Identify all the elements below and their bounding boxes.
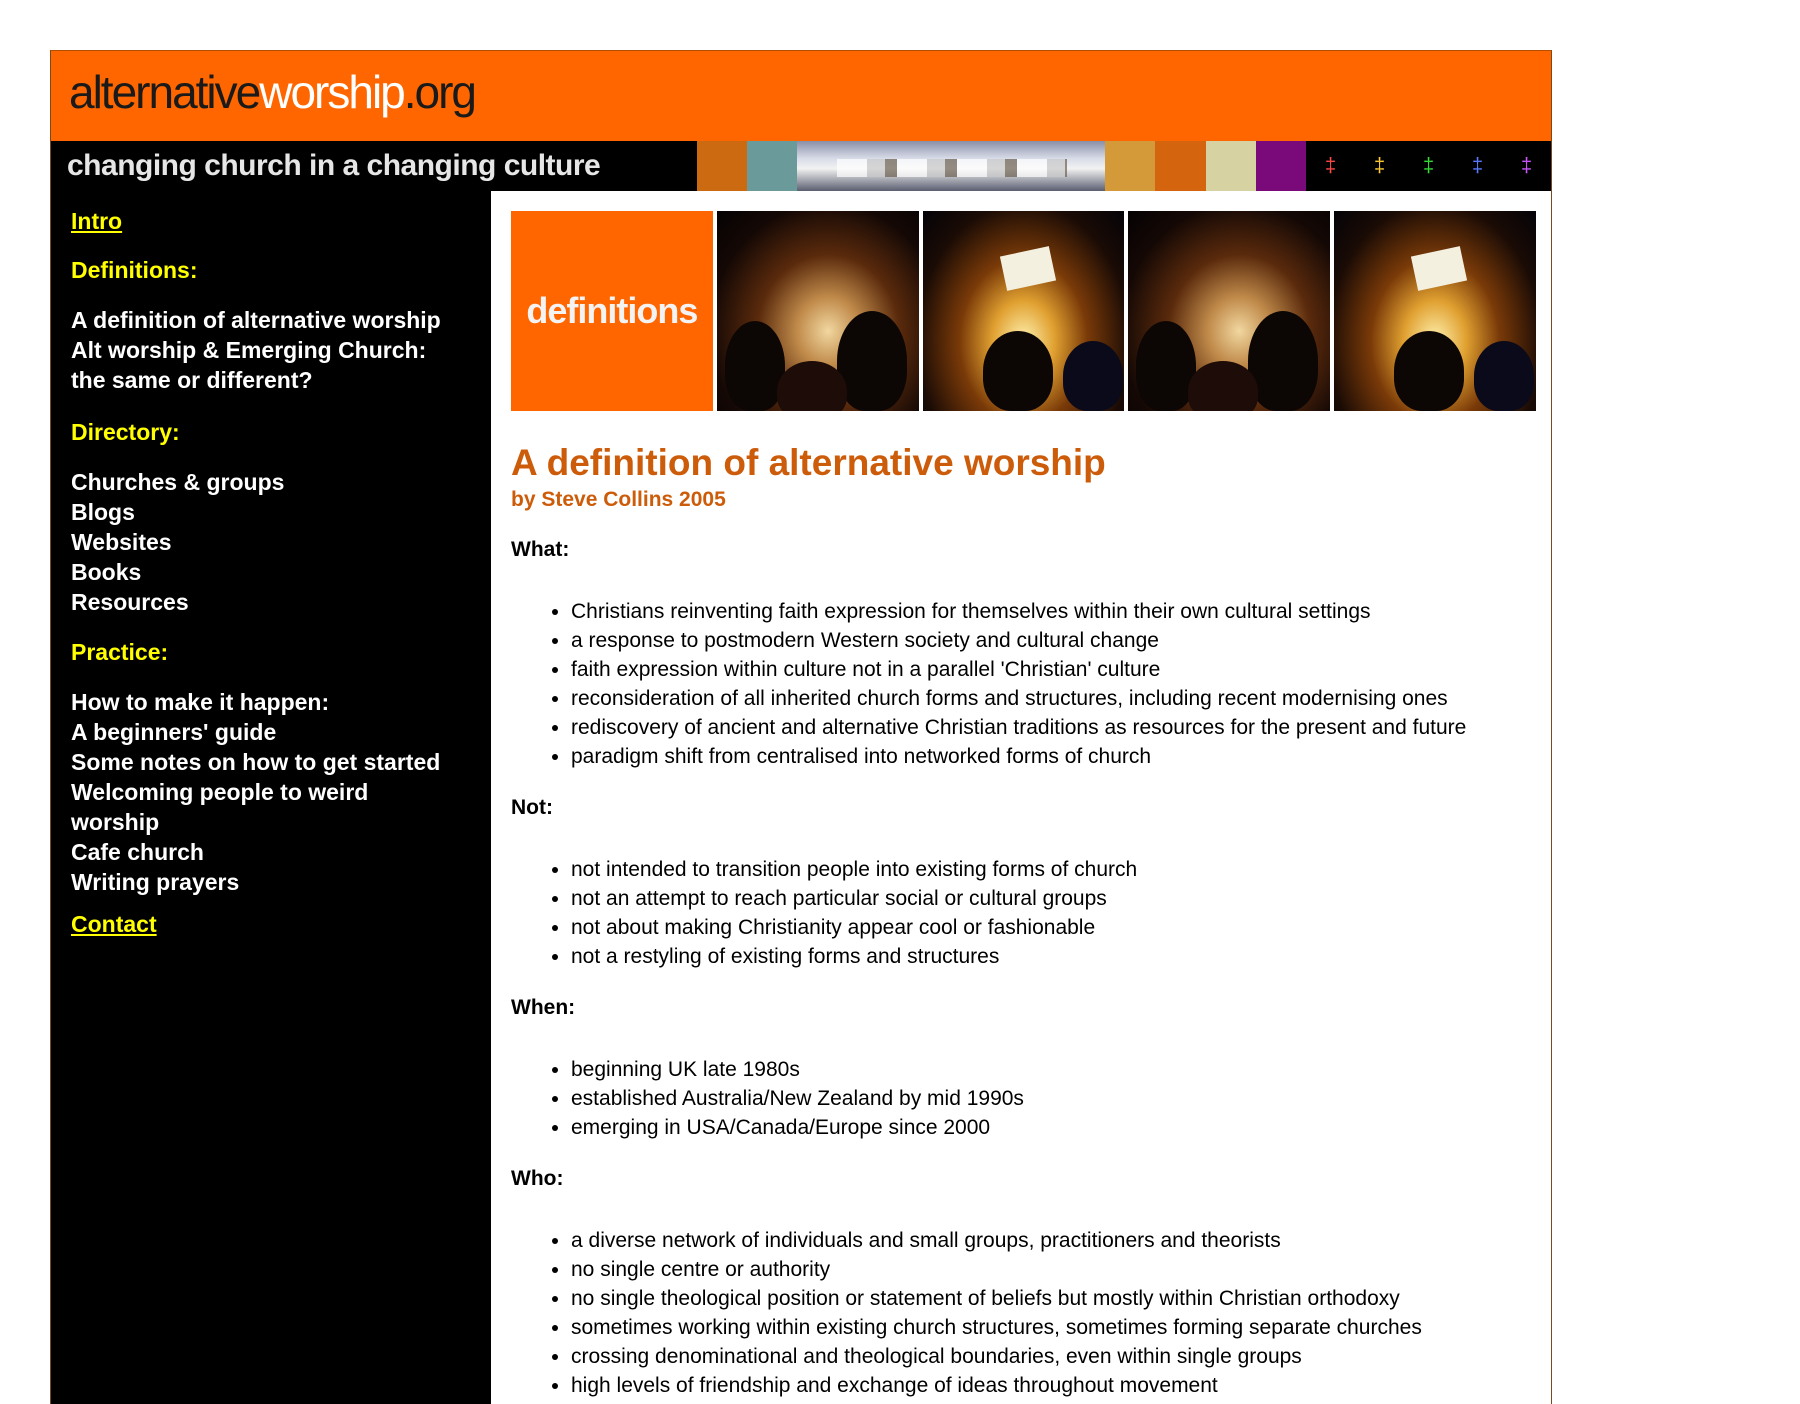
candle-icon: ‡ — [1520, 154, 1533, 177]
list-item: • paradigm shift from centralised into networked forms of church — [571, 742, 1536, 771]
bullet-list — [511, 1226, 1536, 1400]
worship-photo — [1334, 211, 1536, 411]
nav-link-same-or-different[interactable]: the same or different? — [71, 367, 313, 393]
color-swatch — [1105, 141, 1155, 191]
list-item: • crossing denominational and theological boundaries, even within single groups — [571, 1342, 1536, 1371]
color-swatch — [697, 141, 747, 191]
nav-link-get-started[interactable]: Some notes on how to get started — [71, 749, 441, 775]
list-item: • Christians reinventing faith expression for themselves within their own cultural settings — [571, 597, 1536, 626]
nav-link-emerging-church[interactable]: Alt worship & Emerging Church: — [71, 337, 427, 363]
nav-link-cafe-church[interactable]: Cafe church — [71, 839, 204, 865]
nav-link-definition[interactable]: A definition of alternative worship — [71, 307, 441, 333]
nav-heading-definitions: Definitions: — [71, 257, 198, 283]
list-item: • beginning UK late 1980s — [571, 1055, 1536, 1084]
candle-icon: ‡ — [1324, 154, 1337, 177]
nav-group-intro — [71, 206, 122, 236]
nav-link-weird-worship[interactable]: worship — [71, 809, 160, 835]
masthead — [51, 51, 1551, 141]
list-item: • rediscovery of ancient and alternative Christian traditions as resources for the present and future — [571, 713, 1536, 742]
section-what — [511, 537, 1536, 771]
logo-text-alternative: alternative — [69, 66, 260, 118]
nav-link-beginners-guide[interactable]: A beginners' guide — [71, 719, 277, 745]
candle-icon: ‡ — [1422, 154, 1435, 177]
section-who — [511, 1166, 1536, 1400]
list-item: • established Australia/New Zealand by mid 1990s — [571, 1084, 1536, 1113]
nav-group-contact — [71, 909, 157, 939]
list-item: • not a restyling of existing forms and structures — [571, 942, 1536, 971]
list-item: • high levels of friendship and exchange of ideas throughout movement — [571, 1371, 1536, 1400]
sidebar-nav — [51, 191, 491, 1404]
nav-link-blogs[interactable]: Blogs — [71, 499, 135, 525]
nav-link-websites[interactable]: Websites — [71, 529, 172, 555]
banner-photo-table — [797, 141, 1105, 191]
section-when — [511, 995, 1536, 1142]
page-frame — [50, 50, 1552, 1404]
banner-candles — [1306, 141, 1551, 191]
list-item: • no single theological position or statement of beliefs but mostly within Christian orthodoxy — [571, 1284, 1536, 1313]
section-label: What: — [511, 538, 570, 561]
nav-group-practice — [71, 637, 168, 667]
list-item: • a response to postmodern Western society and cultural change — [571, 626, 1536, 655]
nav-intro[interactable]: Intro — [71, 208, 123, 234]
definitions-tile: definitions — [511, 211, 713, 411]
page-title: A definition of alternative worship — [511, 442, 1106, 483]
nav-link-resources[interactable]: Resources — [71, 589, 189, 615]
bullet-list — [511, 855, 1536, 971]
color-swatch — [747, 141, 797, 191]
list-item: • not intended to transition people into existing forms of church — [571, 855, 1536, 884]
site-logo[interactable] — [69, 66, 476, 118]
nav-link-churches-groups[interactable]: Churches & groups — [71, 469, 285, 495]
article-byline: by Steve Collins 2005 — [511, 488, 726, 511]
list-item: • not an attempt to reach particular social or cultural groups — [571, 884, 1536, 913]
worship-photo — [1128, 211, 1330, 411]
nav-group-definitions-links — [71, 305, 441, 395]
list-item: • a diverse network of individuals and small groups, practitioners and theorists — [571, 1226, 1536, 1255]
list-item: • emerging in USA/Canada/Europe since 2000 — [571, 1113, 1536, 1142]
list-item: • no single centre or authority — [571, 1255, 1536, 1284]
section-not — [511, 795, 1536, 971]
nav-group-directory — [71, 417, 180, 447]
nav-group-definitions — [71, 255, 198, 285]
nav-link-writing-prayers[interactable]: Writing prayers — [71, 869, 240, 895]
color-swatch — [1206, 141, 1256, 191]
section-label: When: — [511, 996, 576, 1019]
worship-photo — [717, 211, 919, 411]
list-item: • not about making Christianity appear cool or fashionable — [571, 913, 1536, 942]
nav-heading-directory: Directory: — [71, 419, 180, 445]
site-tagline: changing church in a changing culture — [67, 149, 601, 182]
nav-group-directory-links — [71, 467, 284, 617]
worship-photo — [923, 211, 1125, 411]
candle-icon: ‡ — [1373, 154, 1386, 177]
list-item: • faith expression within culture not in a parallel 'Christian' culture — [571, 655, 1536, 684]
color-swatch — [1155, 141, 1206, 191]
nav-contact[interactable]: Contact — [71, 911, 157, 937]
nav-link-books[interactable]: Books — [71, 559, 142, 585]
list-item: • sometimes working within existing church structures, sometimes forming separate churches — [571, 1313, 1536, 1342]
tagline-banner — [51, 141, 1551, 191]
header-tiles — [511, 211, 1536, 411]
nav-link-how-to-make-it-happen[interactable]: How to make it happen: — [71, 689, 330, 715]
section-label: Who: — [511, 1167, 564, 1190]
bullet-list — [511, 1055, 1536, 1142]
nav-link-welcoming-people[interactable]: Welcoming people to weird — [71, 779, 369, 805]
bullet-list — [511, 597, 1536, 771]
logo-text-worship: worship — [259, 66, 404, 118]
list-item: • reconsideration of all inherited church forms and structures, including recent modernising ones — [571, 684, 1536, 713]
main-content — [511, 211, 1536, 1400]
nav-group-practice-links — [71, 687, 440, 897]
candle-icon: ‡ — [1471, 154, 1484, 177]
section-label: Not: — [511, 796, 553, 819]
nav-heading-practice: Practice: — [71, 639, 169, 665]
logo-text-org: .org — [403, 66, 476, 118]
color-swatch — [1256, 141, 1306, 191]
